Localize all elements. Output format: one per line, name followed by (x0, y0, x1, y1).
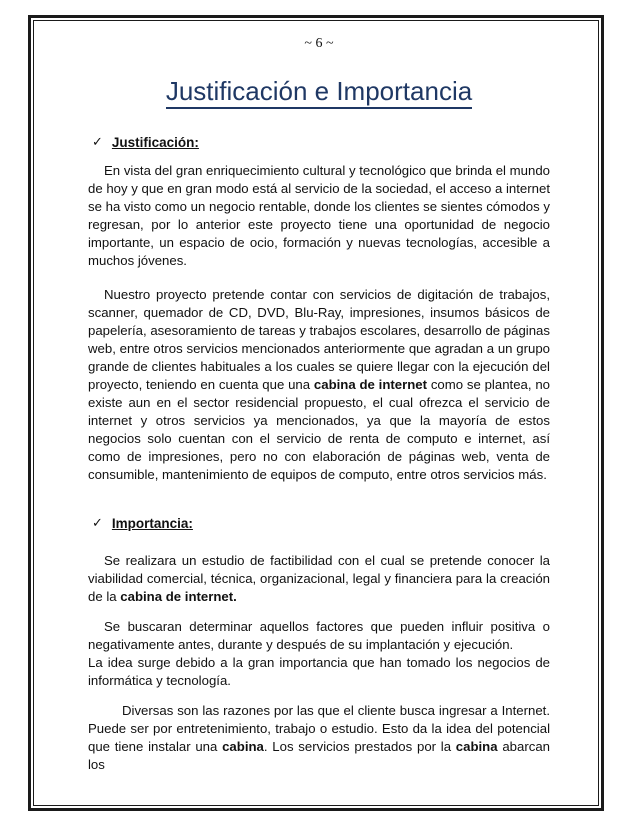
page-title (0, 76, 638, 107)
bold-text: cabina de internet. (120, 589, 237, 604)
paragraph-text: Nuestro proyecto pretende contar con servicios de digitación de trabajos, scanner, quemador de CD, DVD, Blu-Ray, impresiones, insumos básicos de papelería, asesoramiento de tareas y trabajos escolares, desarrollo de páginas web, entre otros servicios mencionados anteriormente que agradan a un grupo grande de clientes habituales a los cuales se quiere llegar con la ejecución del proyecto, teniendo en cuenta que una (88, 287, 550, 392)
heading-importancia (92, 515, 193, 531)
page-title-text: Justificación e Importancia (166, 76, 472, 109)
paragraph-importancia-1 (88, 552, 550, 606)
paragraph-text: . Los servicios prestados por la (263, 739, 452, 754)
paragraph-importancia-3 (88, 702, 550, 774)
paragraph-text: Diversas son las razones por las que el cliente busca ingresar a Internet. Puede ser por entretenimiento, trabajo o estudio. Esto da la idea del potencial que tiene instalar una (88, 703, 550, 754)
bold-text: cabina (222, 739, 264, 754)
paragraph-justificacion-2 (88, 286, 550, 484)
checkmark-icon: ✓ (92, 515, 103, 530)
paragraph-text: En vista del gran enriquecimiento cultural y tecnológico que brinda el mundo de hoy y que en gran modo está al servicio de la sociedad, el acceso a internet se ha visto como un negocio rentable, donde los clientes se sientes cómodos y regresan, por lo anterior este proyecto tiene una oportunidad de negocio importante, un espacio de ocio, formación y nuevas tecnologías, accesible a muchos jóvenes. (88, 163, 550, 268)
heading-justificacion (92, 134, 199, 150)
checkmark-icon: ✓ (92, 134, 103, 149)
paragraph-text: La idea surge debido a la gran importancia que han tomado los negocios de informática y tecnología. (88, 655, 550, 688)
paragraph-text: Se buscaran determinar aquellos factores que pueden influir positiva o negativamente antes, durante y después de su implantación y ejecución. (88, 619, 550, 652)
page-number: ~ 6 ~ (304, 36, 334, 51)
paragraph-text: como se plantea, no existe aun en el sector residencial propuesto, el cual ofrezca el servicio de internet y otros servicios ya mencionados, ya que la mayoría de estos negocios solo cuentan con el servicio de renta de computo e internet, así como de impresiones, pero no con elaboración de páginas web, venta de consumible, mantenimiento de equipos de computo, entre otros servicios más. (88, 377, 550, 482)
paragraph-text: abarcan los (88, 739, 550, 772)
heading-importancia-text: Importancia: (111, 515, 193, 531)
paragraph-text: Se realizara un estudio de factibilidad con el cual se pretende conocer la viabilidad comercial, técnica, organizacional, legal y financiera para la creación de la (88, 553, 550, 604)
paragraph-justificacion-1 (88, 162, 550, 270)
bold-text: cabina de internet (313, 377, 428, 392)
heading-justificacion-text: Justificación: (111, 134, 199, 150)
bold-text: cabina (455, 739, 498, 754)
paragraph-importancia-2 (88, 618, 550, 690)
